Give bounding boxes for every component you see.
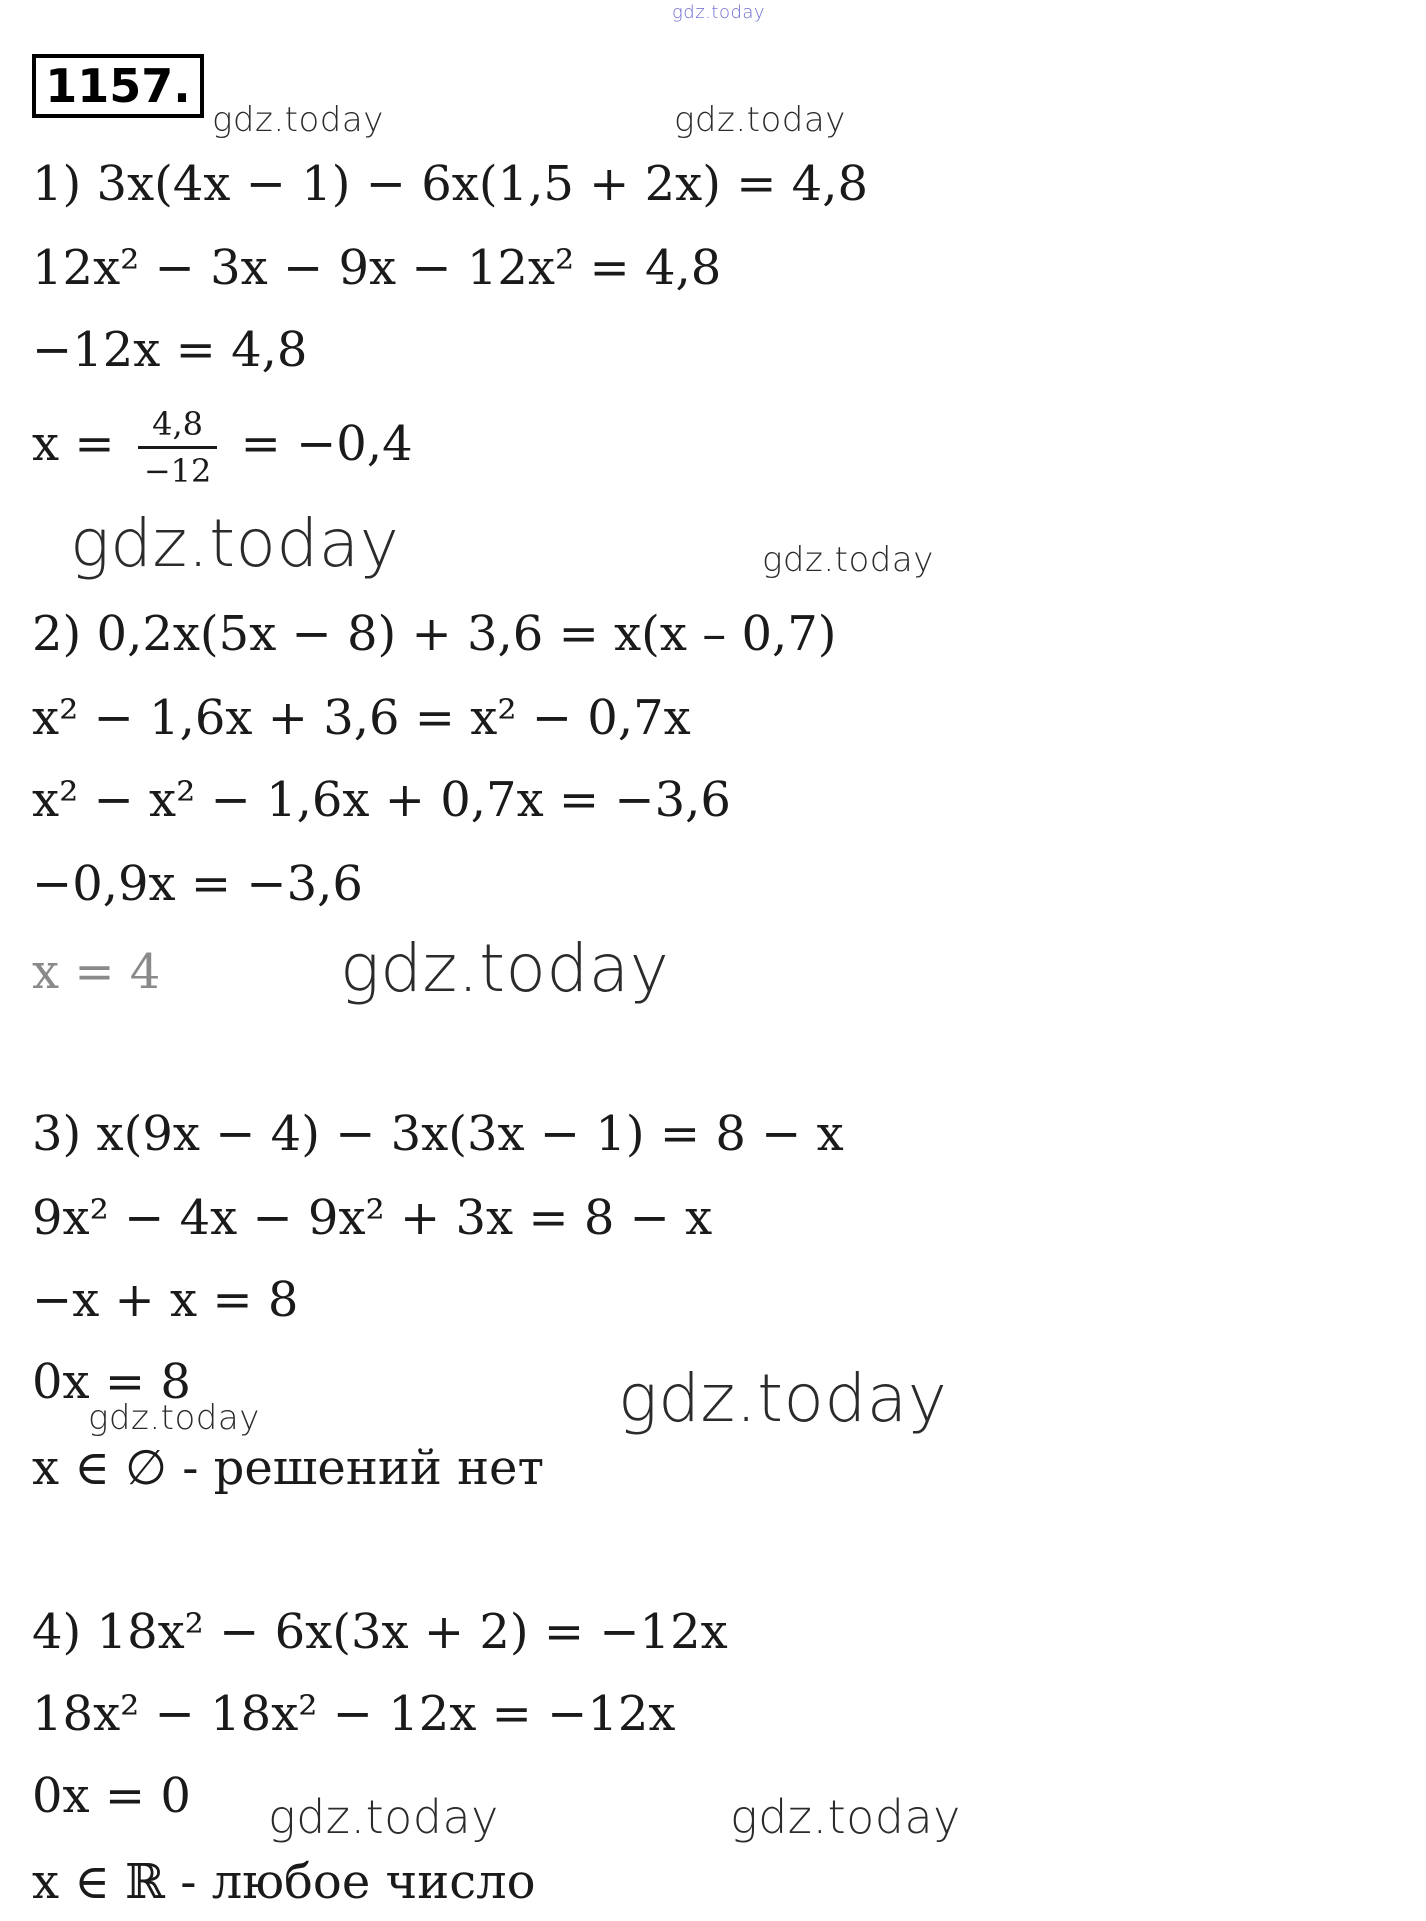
fraction-denominator: −12 [143, 452, 212, 490]
s3-line-4: 0x = 8 [32, 1354, 191, 1410]
watermark-top: gdz.today [672, 2, 766, 23]
watermark: gdz.today [730, 1790, 961, 1844]
s2-line-1: 2) 0,2x(5x − 8) + 3,6 = x(x – 0,7) [32, 606, 837, 662]
s1-line-4-left: x = [32, 416, 115, 472]
s4-line-3: 0x = 0 [32, 1768, 191, 1824]
watermark: gdz.today [212, 100, 384, 140]
s2-line-5: x = 4 [32, 944, 161, 1000]
watermark: gdz.today [762, 540, 934, 580]
s4-line-4: x ∈ ℝ - любое число [32, 1854, 536, 1910]
s1-line-4-right: = −0,4 [240, 416, 413, 472]
s3-line-5: x ∈ ∅ - решений нет [32, 1440, 545, 1496]
s2-line-3: x² − x² − 1,6x + 0,7x = −3,6 [32, 772, 731, 828]
problem-number: 1157. [32, 54, 204, 118]
s3-line-1: 3) x(9x − 4) − 3x(3x − 1) = 8 − x [32, 1106, 844, 1162]
fraction [138, 406, 218, 489]
watermark: gdz.today [618, 1360, 948, 1437]
s1-line-3: −12x = 4,8 [32, 322, 308, 378]
s3-line-2: 9x² − 4x − 9x² + 3x = 8 − x [32, 1190, 713, 1246]
watermark: gdz.today [340, 930, 670, 1007]
fraction-numerator: 4,8 [138, 406, 218, 449]
watermark: gdz.today [674, 100, 846, 140]
s1-line-2: 12x² − 3x − 9x − 12x² = 4,8 [32, 240, 722, 296]
s2-line-4: −0,9x = −3,6 [32, 856, 363, 912]
watermark: gdz.today [88, 1398, 260, 1438]
s4-line-2: 18x² − 18x² − 12x = −12x [32, 1686, 676, 1742]
s3-line-3: −x + x = 8 [32, 1272, 299, 1328]
s1-line-4 [32, 404, 413, 489]
s4-line-1: 4) 18x² − 6x(3x + 2) = −12x [32, 1604, 728, 1660]
watermark: gdz.today [70, 505, 400, 582]
watermark: gdz.today [268, 1790, 499, 1844]
s2-line-2: x² − 1,6x + 3,6 = x² − 0,7x [32, 690, 691, 746]
s1-line-1: 1) 3x(4x − 1) − 6x(1,5 + 2x) = 4,8 [32, 156, 869, 212]
